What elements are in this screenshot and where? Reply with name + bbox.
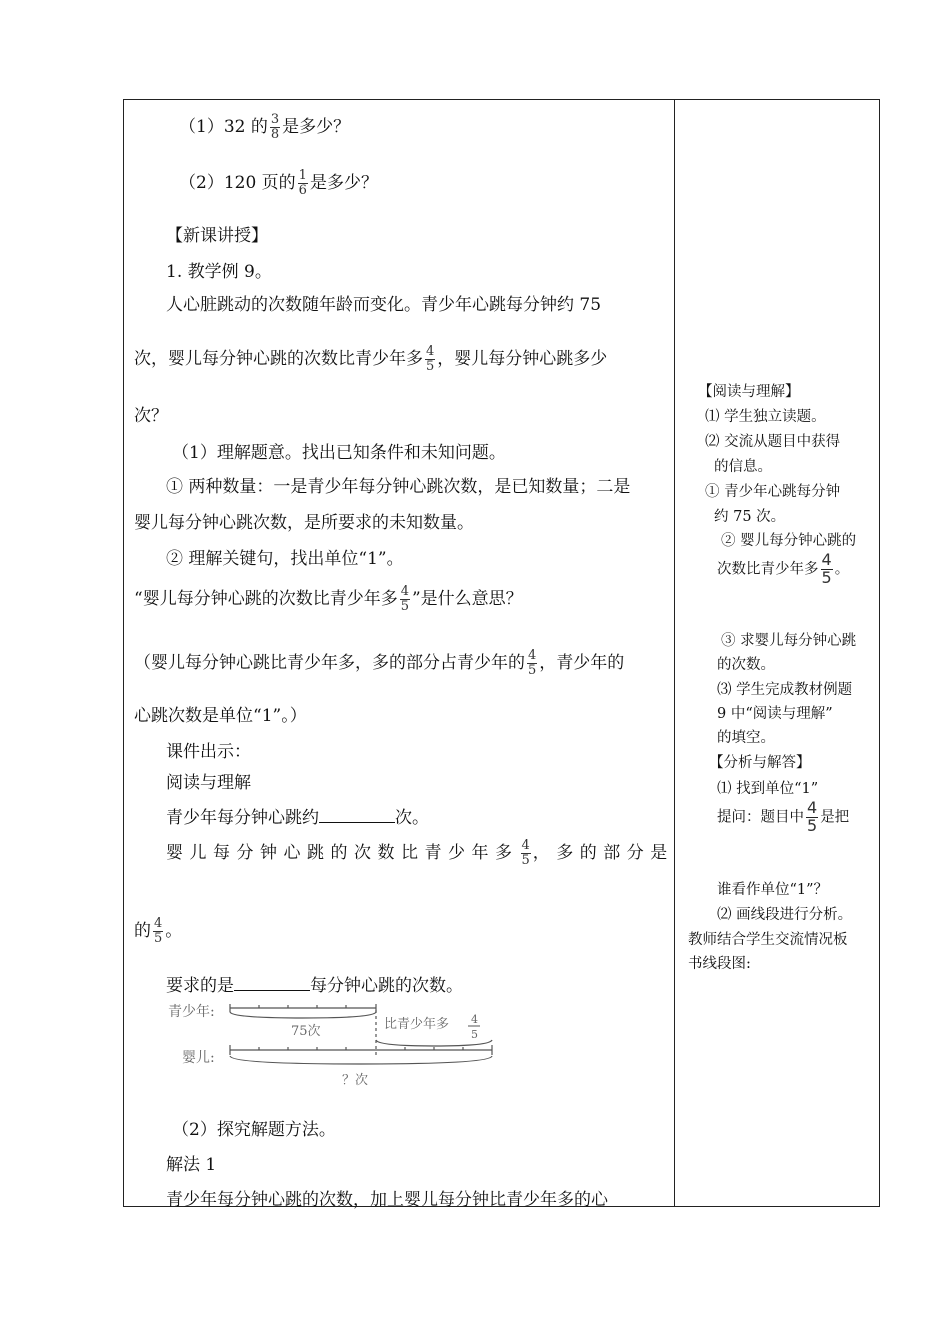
fraction: $\frac{4}{5}$	[821, 550, 832, 587]
side-note: ⑴ 找到单位“1”	[717, 781, 819, 797]
fraction: $\frac{4}{5}$	[400, 584, 409, 614]
side-note: 谁看作单位“1”？	[717, 882, 829, 898]
key-question: “婴儿每分钟心跳的次数比青少年多 $\frac{4}{5}$ ”是什么意思？	[134, 584, 523, 614]
answer-line-1: （婴儿每分钟心跳比青少年多，多的部分占青少年的 $\frac{4}{5}$ ，青少年的	[134, 648, 625, 678]
fill-line-3: 的 $\frac{4}{5}$ 。	[134, 916, 183, 946]
section-heading: 【新课讲授】	[166, 226, 268, 246]
answer-line-2: 心跳次数是单位“1”。）	[134, 706, 307, 726]
side-note: ⑴ 学生独立读题。	[705, 409, 826, 425]
reading-heading: 【阅读与理解】	[698, 384, 800, 400]
method-1: 解法 1	[166, 1155, 217, 1175]
fraction: $\frac{4}{5}$	[521, 838, 530, 868]
point-2: ② 理解关键句，找出单位“1”。	[166, 549, 404, 569]
more-frac-den: 5	[471, 1028, 478, 1041]
fill-line-4: 要求的是 每分钟心跳的次数。	[166, 976, 463, 996]
more-label: 比青少年多	[384, 1017, 450, 1032]
fraction: $\frac{4}{5}$	[528, 648, 537, 678]
side-note: ⑶ 学生完成教材例题	[717, 682, 853, 698]
problem-line-3: 次？	[134, 406, 168, 426]
side-note: ② 婴儿每分钟心跳的	[721, 533, 857, 549]
side-note: 约 75 次。	[714, 509, 786, 525]
side-note-fraction-line: 次数比青少年多 $\frac{4}{5}$ 。	[717, 550, 850, 587]
side-note: ③ 求婴儿每分钟心跳	[721, 633, 857, 649]
side-note: 书线段图:	[688, 956, 751, 972]
problem-line-1: 人心脏跳动的次数随年龄而变化。青少年心跳每分钟约 75	[166, 295, 602, 315]
fill-line-2: 婴儿每分钟心跳的次数比青少年多 $\frac{4}{5}$ ，多的部分是	[166, 838, 674, 868]
problem-line-2: 次，婴儿每分钟心跳的次数比青少年多 $\frac{4}{5}$ ，婴儿每分钟心跳多少	[134, 344, 608, 374]
side-note: 的信息。	[714, 459, 772, 475]
point-1-line-2: 婴儿每分钟心跳次数，是所要求的未知数量。	[134, 513, 474, 533]
side-note: 9 中“阅读与理解”	[717, 706, 833, 722]
side-note: 的填空。	[717, 730, 775, 746]
step-1: （1）理解题意。找出已知条件和未知问题。	[172, 443, 506, 463]
step-2: （2）探究解题方法。	[172, 1120, 336, 1140]
side-note: 的次数。	[717, 657, 775, 673]
reading-label: 阅读与理解	[166, 773, 251, 793]
side-note-fraction-line: 提问：题目中 $\frac{4}{5}$ 是把	[717, 798, 850, 835]
method-1-text: 青少年每分钟心跳的次数，加上婴儿每分钟比青少年多的心	[166, 1190, 608, 1210]
fraction: $\frac{4}{5}$	[807, 798, 818, 835]
answer-blank[interactable]	[234, 975, 310, 991]
side-note: ⑵ 画线段进行分析。	[717, 907, 853, 923]
more-frac-num: 4	[471, 1013, 478, 1026]
question-1: （1）32 的 $\frac{3}{8}$ 是多少？	[179, 112, 351, 142]
courseware-label: 课件出示：	[166, 742, 251, 762]
fraction: $\frac{3}{8}$	[270, 112, 280, 142]
teen-value: 75次	[291, 1024, 321, 1039]
answer-blank[interactable]	[319, 807, 395, 823]
side-note: ⑵ 交流从题目中获得	[705, 434, 841, 450]
side-note: 教师结合学生交流情况板	[688, 932, 848, 948]
line-segment-diagram	[164, 998, 504, 1094]
baby-value: ？次	[342, 1073, 369, 1088]
question-2-text: （2）120 页的	[179, 173, 296, 193]
fraction: $\frac{1}{6}$	[298, 168, 307, 198]
teen-label: 青少年:	[168, 1004, 215, 1020]
point-1-line-1: ① 两种数量：一是青少年每分钟心跳次数，是已知数量；二是	[166, 477, 631, 497]
side-note: ① 青少年心跳每分钟	[705, 484, 841, 500]
fraction: $\frac{4}{5}$	[154, 916, 163, 946]
example-title: 1. 教学例 9。	[166, 262, 272, 282]
fraction: $\frac{4}{5}$	[426, 344, 435, 374]
fill-line-1: 青少年每分钟心跳约 次。	[166, 808, 429, 828]
analysis-heading: 【分析与解答】	[709, 755, 811, 771]
baby-label: 婴儿:	[182, 1050, 215, 1066]
column-divider	[674, 100, 675, 1206]
question-2: （2）120 页的 $\frac{1}{6}$ 是多少？	[179, 168, 378, 198]
lesson-table	[123, 99, 880, 1210]
question-1-text: （1）32 的	[179, 117, 268, 137]
